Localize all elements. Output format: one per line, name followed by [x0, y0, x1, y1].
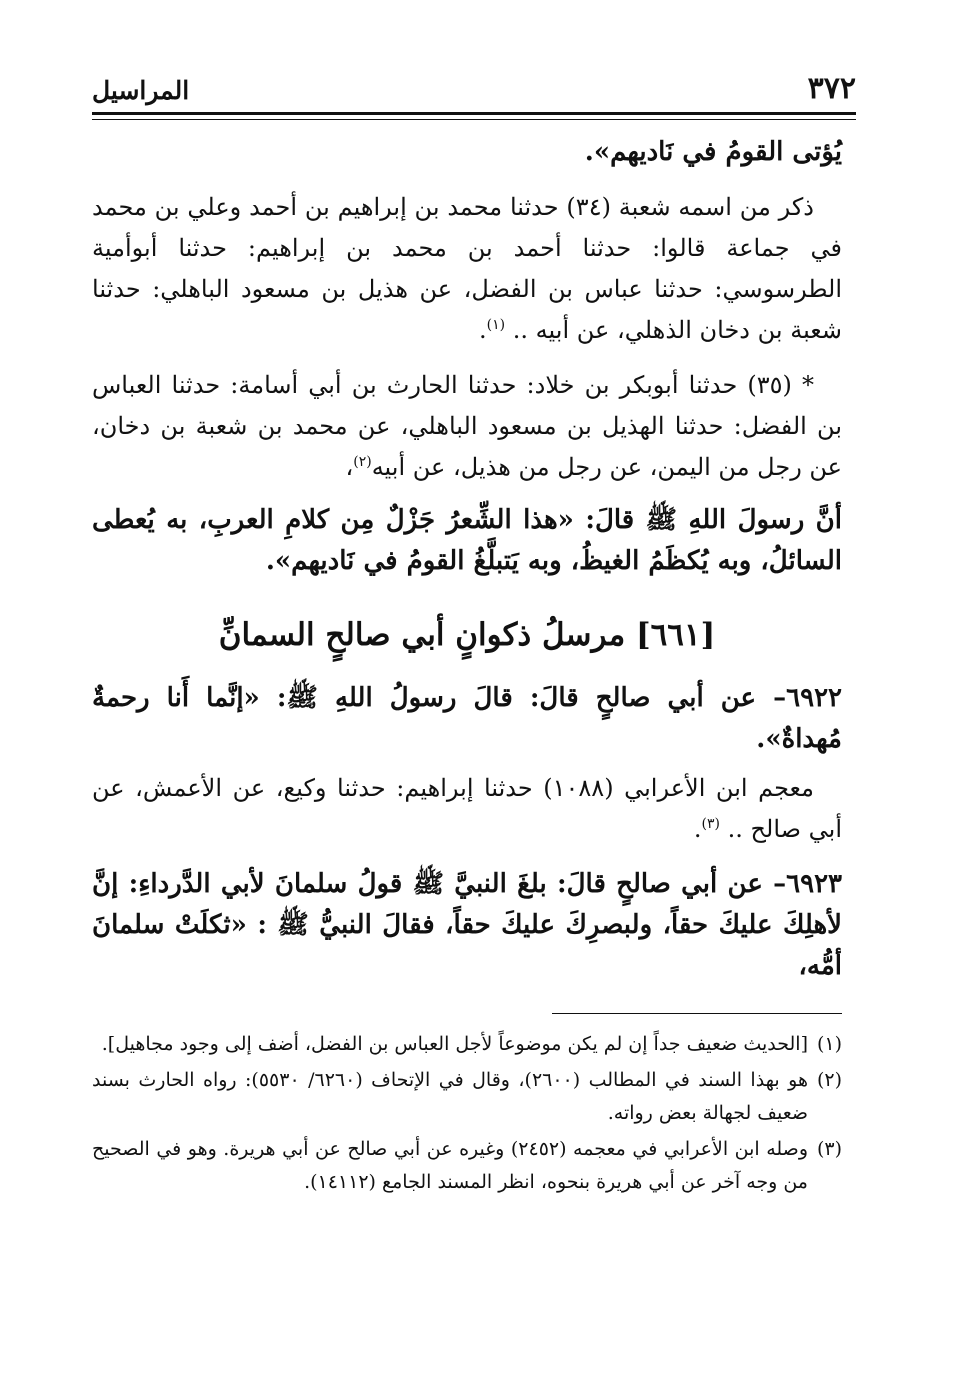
narration-chain-35-end: ، [345, 453, 354, 481]
footnote-1 [92, 1028, 842, 1061]
running-header [92, 68, 856, 112]
section-heading: [٦٦١] مرسلُ ذكوانٍ أبي صالحٍ السمانِّ [218, 617, 716, 653]
narration-chain-35-text: * (٣٥) حدثنا أبوبكر بن خلاد: حدثنا الحارث بن أبي أسامة: حدثنا العباس بن الفضل: حدثنا الهذيل بن مسعود الباهلي، عن محمد بن شعبة بن دخان، عن رجل من اليمن، عن رجل من هذيل، عن أبيه [92, 371, 842, 481]
source-6922-end: . [693, 815, 702, 843]
footnote-separator [552, 1013, 842, 1014]
header-rule-thin [92, 119, 856, 120]
footnote-number: (١) [816, 1033, 842, 1055]
footnote-2 [92, 1064, 842, 1130]
narration-chain-34 [92, 187, 842, 351]
footnote-number: (٣) [816, 1138, 842, 1160]
source-6922-text: معجم ابن الأعرابي (١٠٨٨) حدثنا إبراهيم: حدثنا وكيع، عن الأعمش، عن أبي صالح .. [92, 774, 842, 843]
footnote-text: [الحديث ضعيف جداً إن لم يكن موضوعاً لأجل العباس بن الفضل، أضف إلى وجود مجاهيل]. [101, 1033, 808, 1055]
source-6922 [92, 768, 842, 850]
hadith-6923: ٦٩٢٣– عن أبي صالحٍ قالَ: بلغَ النبيَّ ﷺ قولُ سلمانَ لأبي الدَّرداءِ: إنَّ لأهلِكَ عليكَ حقاً، ولبصرِكَ عليكَ حقاً، فقالَ النبيُّ ﷺ : «ثكلَتْ سلمانَ أمُّه، [92, 869, 842, 981]
narration-chain-34-text: ذكر من اسمه شعبة (٣٤) حدثنا محمد بن إبراهيم بن أحمد وعلي بن محمد في جماعة قالوا: حدثنا أحمد بن محمد بن إبراهيم: حدثنا أبوأمية الطرسوسي: حدثنا عباس بن الفضل، عن هذيل بن مسعود الباهلي: حدثنا شعبة بن دخان الذهلي، عن أبيه .. [92, 193, 842, 344]
footnote-text: هو بهذا السند في المطالب (٢٦٠٠)، وقال في الإتحاف (٦٢٦٠/ ٥٥٣٠): رواه الحارث بسند ضعيف لجهالة بعض رواته. [92, 1069, 808, 1124]
footnote-text: وصله ابن الأعرابي في معجمه (٢٤٥٢) وغيره عن أبي صالح عن أبي هريرة. وهو في الصحيح من وجه آخر عن أبي هريرة بنحوه، انظر المسند الجامع (١٤١١٢). [92, 1138, 808, 1193]
narration-chain-35 [92, 365, 842, 488]
hadith-6922: ٦٩٢٢– عن أبي صالحٍ قالَ: قالَ رسولُ اللهِ ﷺ: «إنَّما أَنا رحمةٌ مُهداةٌ». [92, 683, 842, 754]
main-text [92, 132, 842, 987]
footnote-ref-3[interactable]: (٣) [701, 816, 720, 832]
page-number: ٣٧٢ [807, 71, 856, 106]
hadith-text-poetry: أنَّ رسولَ اللهِ ﷺ قالَ: «هذا الشِّعرُ جَزْلٌ مِن كلامِ العربِ، به يُعطى السائلُ، وبه يُكظَمُ الغيظُ، وبه يَتبلَّغُ القومُ في نَاديهم». [92, 505, 842, 576]
footnote-ref-2[interactable]: (٢) [353, 454, 372, 470]
continued-hadith-ending: يُؤتى القومُ في نَاديهم». [584, 137, 842, 167]
footnotes [92, 1028, 842, 1202]
footnote-number: (٢) [816, 1069, 842, 1091]
narration-chain-34-end: . [479, 316, 487, 344]
footnote-3 [92, 1133, 842, 1199]
footnote-ref-1[interactable]: (١) [486, 317, 506, 333]
header-rule-thick [92, 112, 856, 115]
running-title: المراسيل [92, 76, 190, 105]
